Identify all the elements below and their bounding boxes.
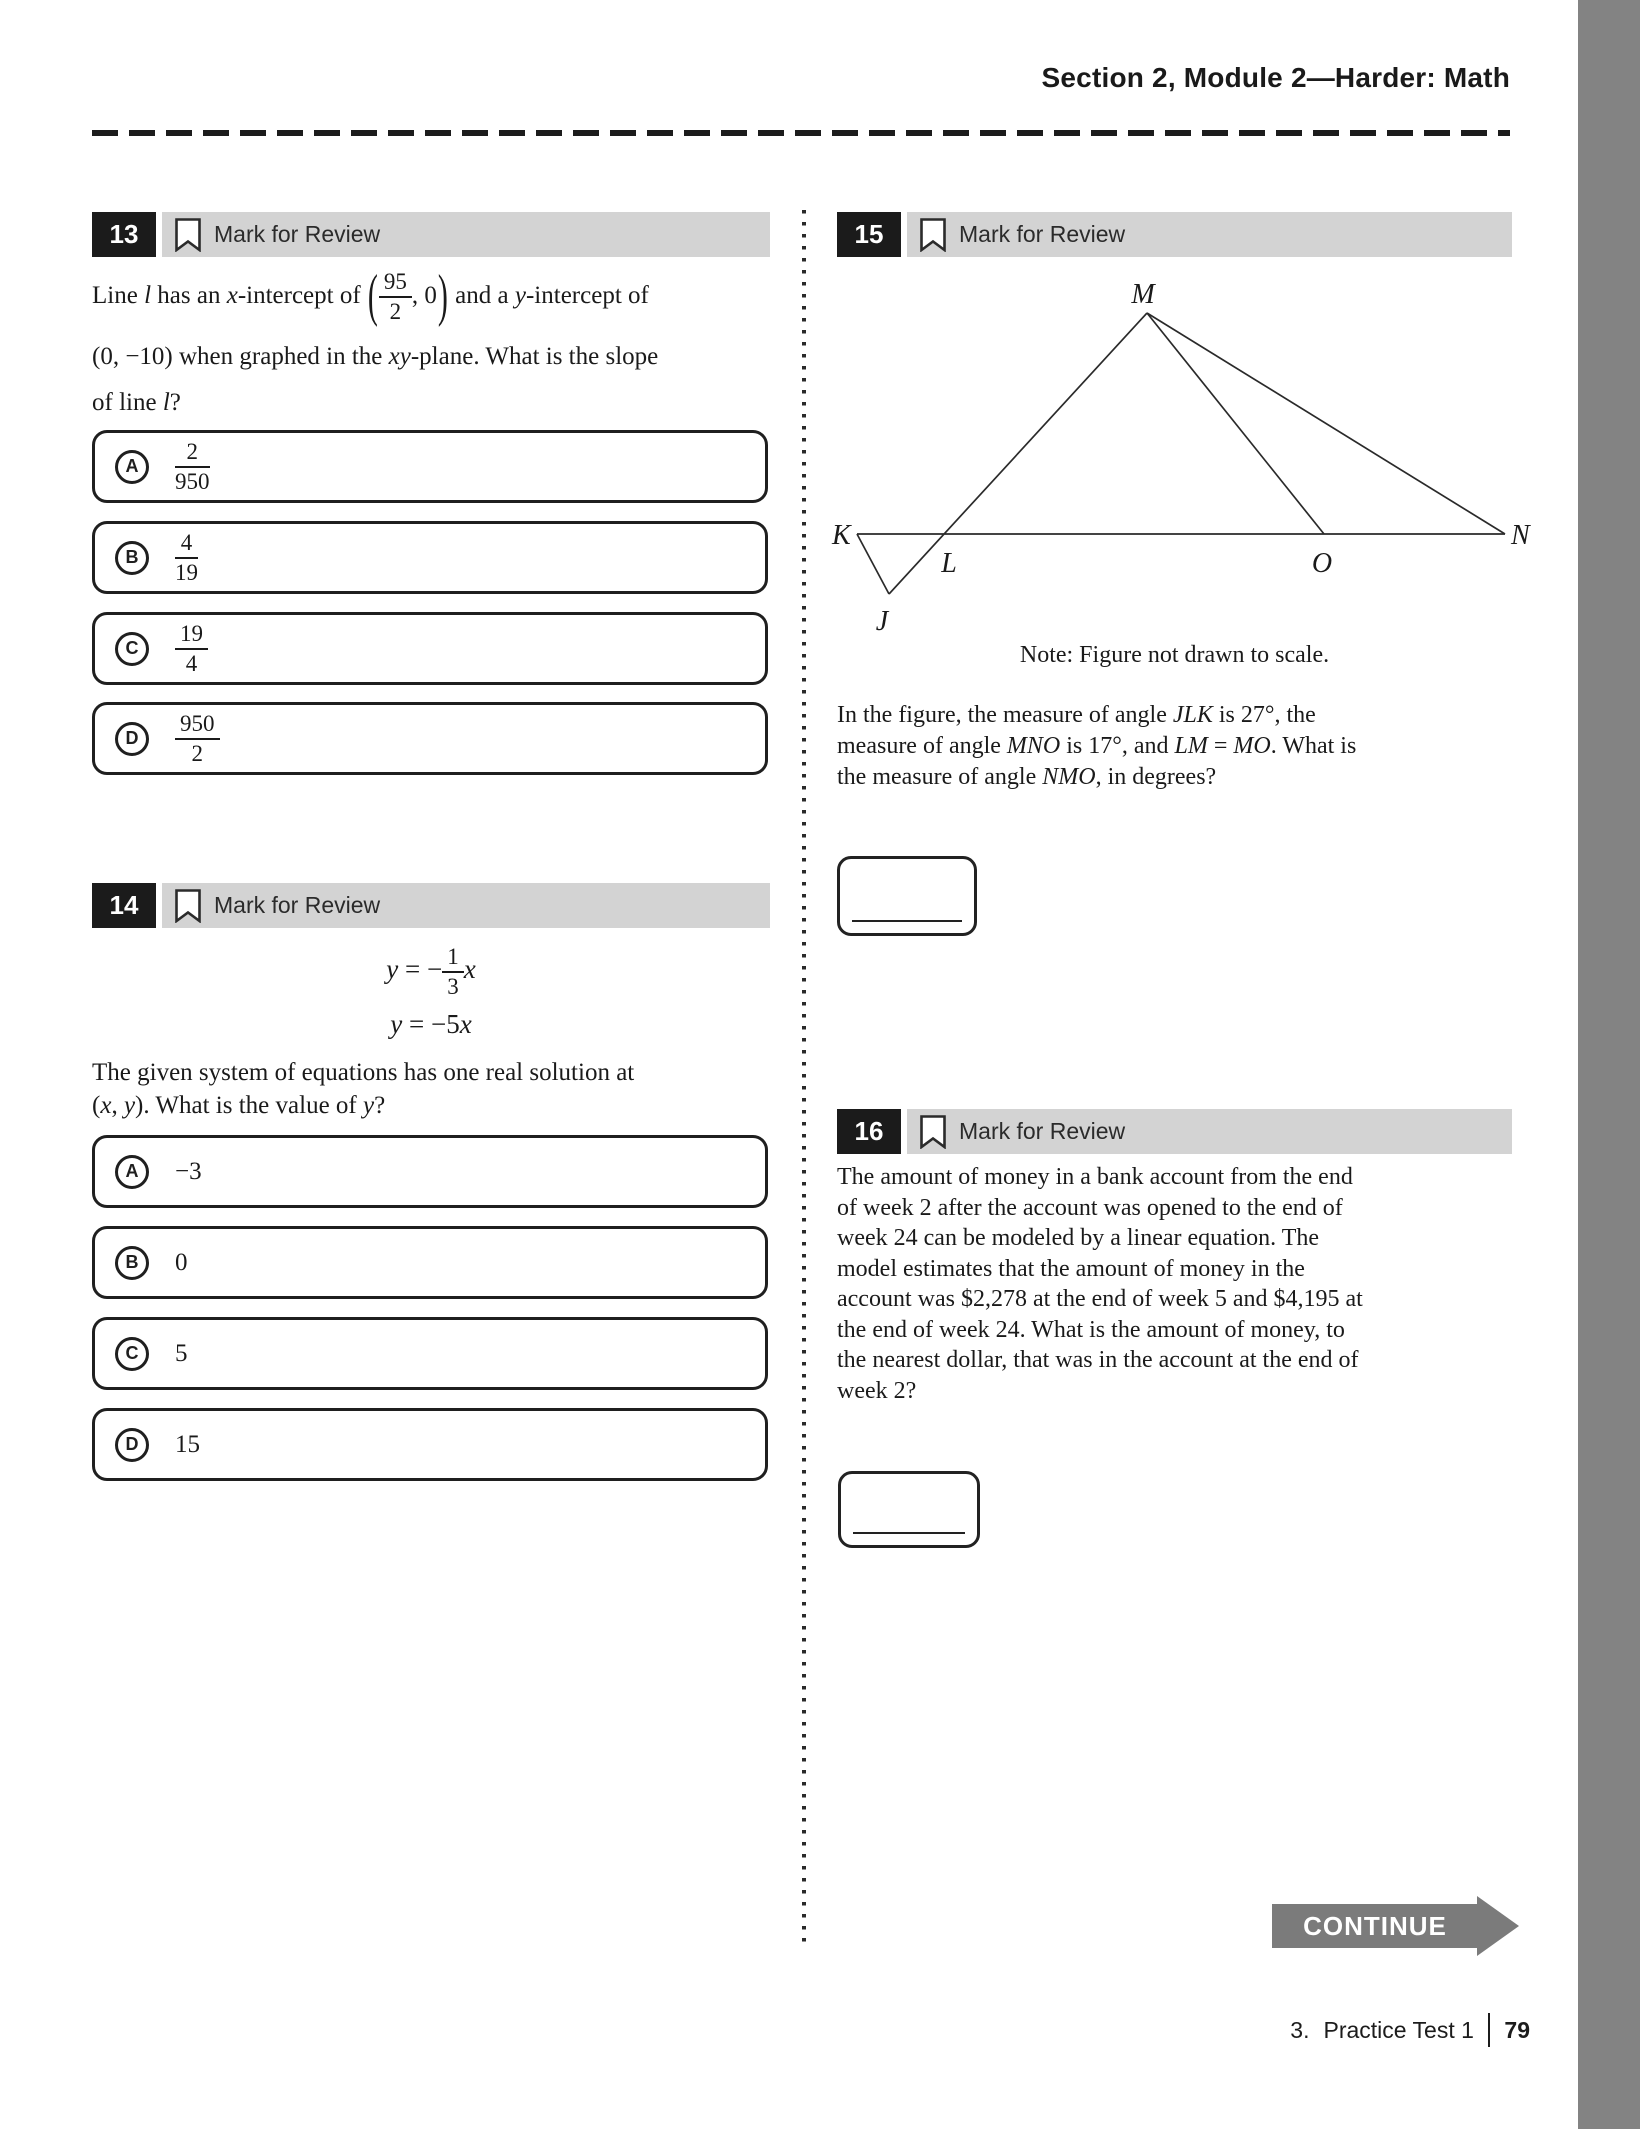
q14-choice-d[interactable] [92, 1408, 768, 1481]
q13-choice-d[interactable] [92, 702, 768, 775]
q15-mark-for-review-button[interactable] [907, 212, 1512, 257]
q13-mark-for-review-button[interactable] [162, 212, 770, 257]
q15-line-1: In the figure, the measure of angle JLK is 27°, the [837, 702, 1316, 728]
choice-letter: B [115, 1246, 149, 1280]
choice-value: 0 [175, 1248, 188, 1276]
fraction-1-3: $\frac{1}{3}$ [442, 944, 464, 1000]
q15-stem [837, 700, 1512, 793]
continue-label[interactable]: CONTINUE [1303, 1911, 1447, 1941]
dashed-rule [92, 130, 1510, 136]
footer-divider [1488, 2013, 1491, 2047]
q16-stem [837, 1162, 1517, 1406]
choice-value [175, 711, 220, 767]
choice-letter: A [115, 450, 149, 484]
q16-header [837, 1109, 1512, 1154]
q15-answer-box[interactable] [837, 856, 977, 936]
mark-for-review-label: Mark for Review [214, 892, 381, 918]
mark-for-review-label: Mark for Review [959, 1118, 1126, 1144]
choice-letter: D [115, 722, 149, 756]
q13-choice-a[interactable] [92, 430, 768, 503]
q13-choice-b[interactable] [92, 521, 768, 594]
q14-header [92, 883, 770, 928]
q16-line-1: The amount of money in a bank account from the end [837, 1164, 1353, 1190]
bookmark-icon [175, 218, 201, 252]
q15-line-3: the measure of angle NMO, in degrees? [837, 764, 1217, 790]
q13-stem [92, 258, 770, 426]
q16-line-3: week 24 can be modeled by a linear equation. The [837, 1225, 1320, 1251]
choice-letter: B [115, 541, 149, 575]
choice-letter: D [115, 1428, 149, 1462]
fraction: $\frac{4}{19}$ [175, 529, 198, 585]
choice-value: 5 [175, 1339, 188, 1367]
q16-line-6: the end of week 24. What is the amount of money, to [837, 1316, 1345, 1343]
point-label-n: N [1511, 520, 1530, 551]
mark-for-review-label: Mark for Review [959, 221, 1126, 247]
mark-for-review-label: Mark for Review [214, 221, 381, 247]
figure-note: Note: Figure not drawn to scale. [1019, 642, 1330, 668]
chapter-number: 3. [1290, 2016, 1310, 2043]
q13-header [92, 212, 770, 257]
equation-1: y = − $\frac{1}{3}$ x [386, 943, 476, 999]
q13-line-3: of line l? [92, 389, 181, 416]
point-label-l: L [941, 548, 957, 579]
q15-line-2: measure of angle MNO is 17°, and LM = MO. What is [837, 733, 1357, 759]
bookmark-icon [920, 1115, 946, 1149]
q14-line-2: (x, y). What is the value of y? [92, 1092, 386, 1119]
page-number: 79 [1504, 2016, 1530, 2043]
point-label-o: O [1311, 548, 1333, 579]
choice-value: −3 [175, 1157, 202, 1185]
q13-line-1: Line l has an x-intercept of ( $\frac{95}{2}$ , 0) and a y-intercept of [92, 264, 649, 329]
q16-line-8: week 2? [837, 1377, 917, 1404]
choice-letter: C [115, 1337, 149, 1371]
q15-geometry-figure [830, 270, 1530, 670]
fraction: $\frac{2}{950}$ [175, 438, 210, 494]
q16-number: 16 [837, 1109, 901, 1154]
close-paren: ) [437, 264, 448, 329]
page-edge-bar [1578, 0, 1640, 2129]
q13-number: 13 [92, 212, 156, 257]
equation-2: y = −5x [390, 1009, 472, 1039]
fraction: $\frac{950}{2}$ [175, 711, 220, 767]
choice-value [175, 439, 210, 495]
fraction: $\frac{19}{4}$ [175, 621, 208, 677]
q13-choice-c[interactable] [92, 612, 768, 685]
choice-value [175, 530, 198, 586]
choice-value [175, 621, 208, 677]
answer-blank-line [852, 920, 962, 922]
q15-number: 15 [837, 212, 901, 257]
choice-letter: C [115, 632, 149, 666]
fraction-95-2: $\frac{95}{2}$ [379, 269, 412, 325]
q16-line-5: account was $2,278 at the end of week 5 and $4,195 at [837, 1286, 1363, 1312]
answer-blank-line [853, 1532, 965, 1534]
q16-line-7: the nearest dollar, that was in the account at the end of [837, 1347, 1359, 1373]
point-label-k: K [832, 520, 851, 551]
point-label-m: M [1131, 279, 1155, 310]
q16-answer-box[interactable] [838, 1471, 980, 1548]
q14-stem [92, 1056, 770, 1122]
q14-number: 14 [92, 883, 156, 928]
bookmark-icon [920, 218, 946, 252]
page-footer [0, 2010, 1530, 2050]
choice-letter: A [115, 1155, 149, 1189]
q16-mark-for-review-button[interactable] [907, 1109, 1512, 1154]
q13-line-2: (0, −10) when graphed in the xy-plane. What is the slope [92, 343, 659, 370]
q14-mark-for-review-button[interactable] [162, 883, 770, 928]
book-title: Practice Test 1 [1323, 2016, 1474, 2043]
section-title: Section 2, Module 2—Harder: Math [1041, 62, 1510, 93]
bookmark-icon [175, 889, 201, 923]
q14-line-1: The given system of equations has one real solution at [92, 1059, 635, 1086]
column-divider [802, 210, 806, 1950]
q14-choice-a[interactable] [92, 1135, 768, 1208]
q14-equations [92, 936, 770, 1046]
q14-choice-b[interactable] [92, 1226, 768, 1299]
open-paren: ( [367, 264, 378, 329]
q14-choice-c[interactable] [92, 1317, 768, 1390]
q16-line-4: model estimates that the amount of money in the [837, 1255, 1305, 1282]
q15-header [837, 212, 1512, 257]
point-label-j: J [875, 606, 889, 637]
q16-line-2: of week 2 after the account was opened to the end of [837, 1194, 1343, 1221]
choice-value: 15 [175, 1430, 200, 1458]
